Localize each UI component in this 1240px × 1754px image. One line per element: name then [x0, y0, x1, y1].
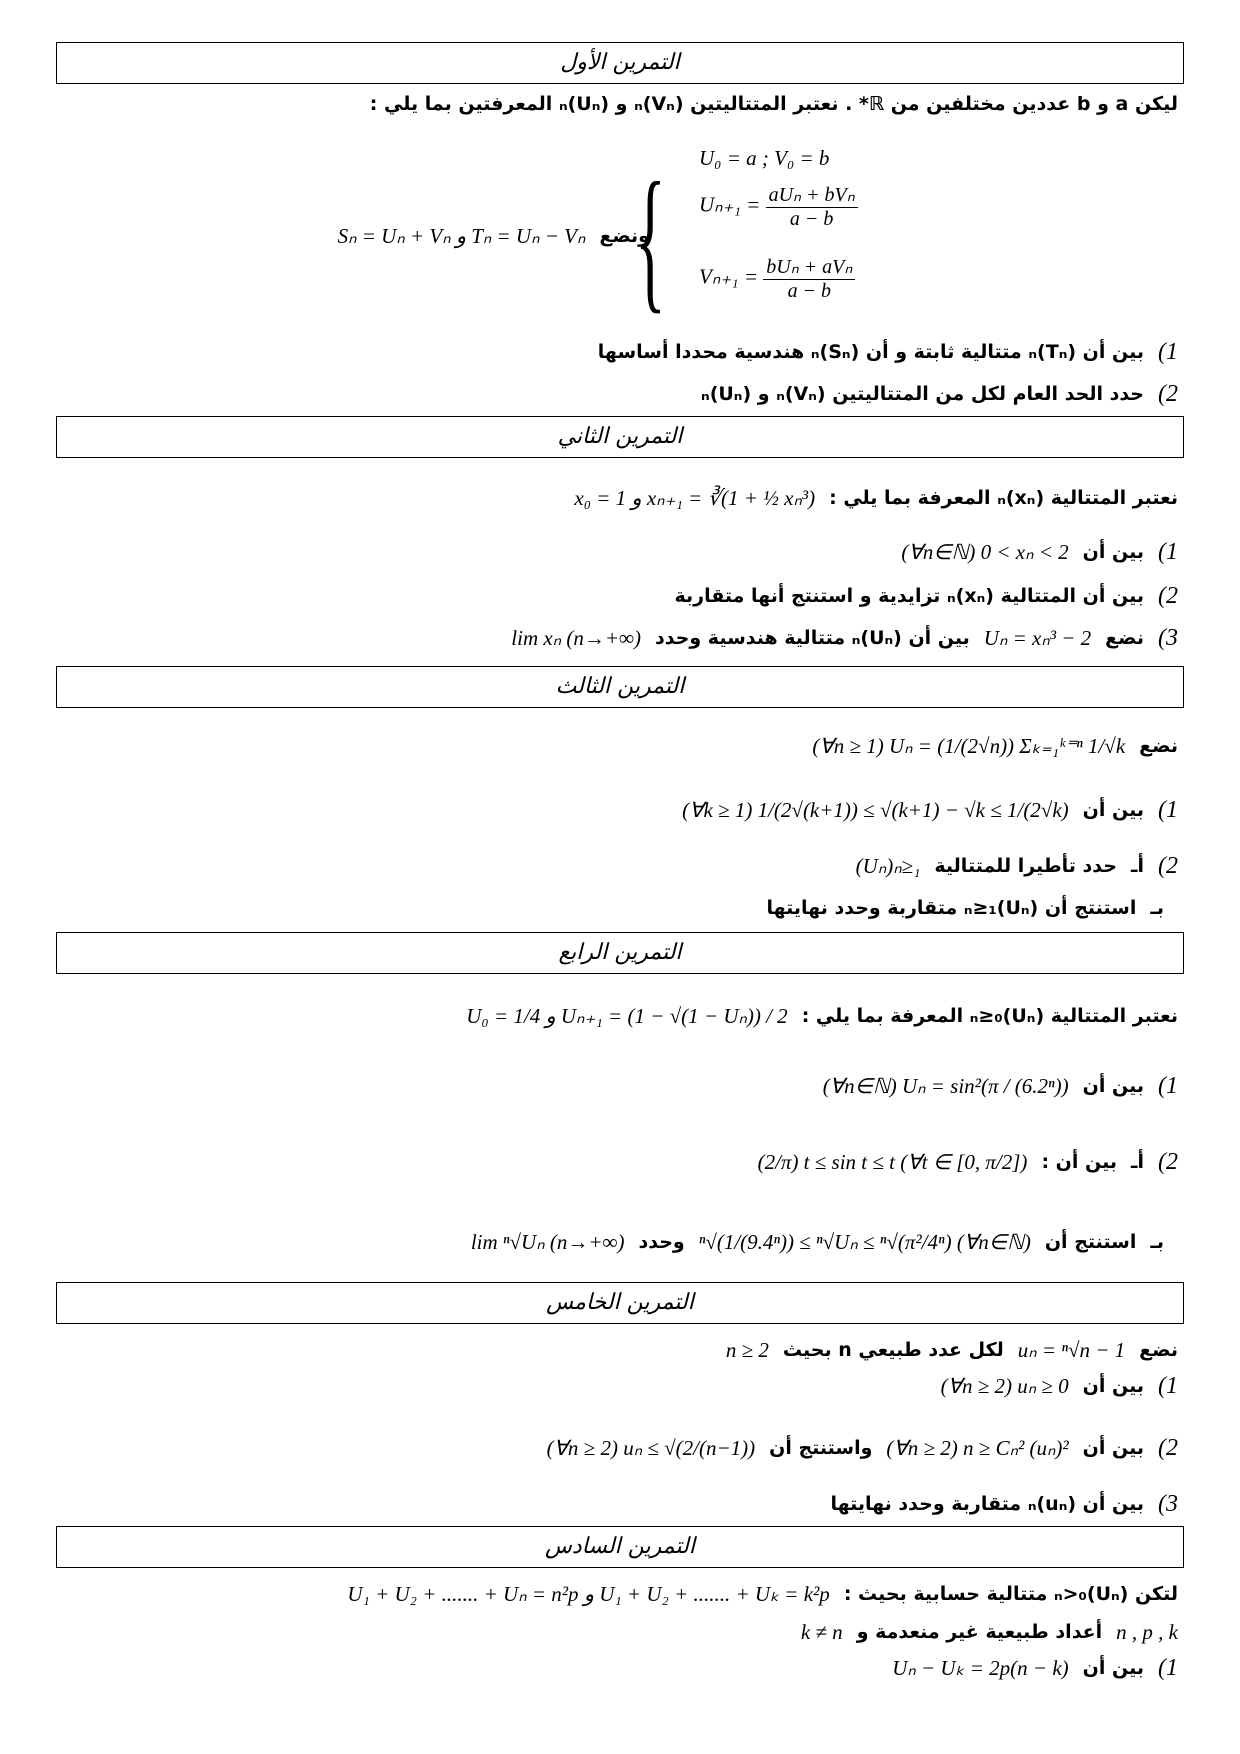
ex6-q1-math: Uₙ − Uₖ = 2p(n − k) — [892, 1655, 1069, 1680]
ex6-cond-text: أعداد طبيعية غير منعدمة و — [856, 1621, 1103, 1643]
ex3-q1-text: بين أن — [1082, 799, 1144, 821]
ex4-q2b-label: بـ — [1150, 1231, 1164, 1253]
ex4-q2-num: 2) — [1158, 1148, 1178, 1175]
ex1-q2-text: حدد الحد العام لكل من المتتاليتين (Vₙ)ₙ و (Uₙ)ₙ — [701, 383, 1144, 405]
ex2-q1-math: (∀n∈ℕ) 0 < xₙ < 2 — [901, 539, 1069, 564]
ex1-q2-num: 2) — [1158, 380, 1178, 407]
ex6-cond — [56, 1612, 1178, 1652]
ex4-q1-num: 1) — [1158, 1072, 1178, 1099]
ex5-q2-text: بين أن — [1082, 1437, 1144, 1459]
ex1-sys-line3-den: a − b — [787, 280, 832, 302]
ex2-q3-text: نضع — [1105, 627, 1144, 649]
ex2-intro-text: نعتبر المتتالية (xₙ)ₙ المعرفة بما يلي : — [829, 487, 1178, 509]
ex1-sys-line3 — [699, 254, 855, 303]
ex5-q1-text: بين أن — [1082, 1375, 1144, 1397]
ex1-sys-line3-num: bUₙ + aVₙ — [763, 254, 855, 280]
ex4-q1-math: (∀n∈ℕ) Uₙ = sin²(π / (6.2ⁿ)) — [822, 1073, 1069, 1098]
ex1-q2 — [56, 374, 1178, 414]
ex4-q1-text: بين أن — [1082, 1075, 1144, 1097]
ex1-sys-line3-lhs: Vₙ₊₁ = — [699, 264, 759, 289]
ex5-def-math: uₙ = ⁿ√n − 1 — [1017, 1337, 1126, 1362]
ex3-def — [56, 726, 1178, 766]
ex1-define-math: Sₙ = Uₙ + Vₙ و Tₙ = Uₙ − Vₙ — [337, 223, 586, 248]
ex5-q2-num: 2) — [1158, 1434, 1178, 1461]
ex2-q3 — [56, 618, 1178, 658]
ex4-intro-math: U₀ = 1/4 و Uₙ₊₁ = (1 − √(1 − Uₙ)) / 2 — [466, 1003, 788, 1028]
ex3-def-text: نضع — [1139, 735, 1178, 757]
ex1-sys-line2-lhs: Uₙ₊₁ = — [699, 192, 761, 217]
ex5-def — [56, 1330, 1178, 1370]
ex1-sys-line1: U₀ = a ; V₀ = b — [699, 146, 830, 170]
ex2-q1 — [56, 532, 1178, 572]
ex1-sys-line3-frac — [763, 254, 855, 303]
ex1-title: التمرين الأول — [56, 42, 1184, 84]
ex4-intro — [56, 996, 1178, 1036]
ex1-q1-num: 1) — [1158, 338, 1178, 365]
ex3-q2b-label: بـ — [1150, 897, 1164, 919]
ex4-title: التمرين الرابع — [56, 932, 1184, 974]
ex4-intro-text: نعتبر المتتالية (Uₙ)ₙ≥₀ المعرفة بما يلي : — [801, 1005, 1178, 1027]
ex5-def-math2: n ≥ 2 — [725, 1337, 769, 1362]
ex3-def-math: (∀n ≥ 1) Uₙ = (1/(2√n)) Σₖ₌₁ᵏ⁼ⁿ 1/√k — [812, 733, 1126, 758]
ex5-q2-text2: واستنتج أن — [769, 1437, 873, 1459]
ex2-title: التمرين الثاني — [56, 416, 1184, 458]
ex5-q3-text: بين أن (uₙ)ₙ متقاربة وحدد نهايتها — [830, 1493, 1144, 1515]
ex3-q2b-text: استنتج أن (Uₙ)ₙ≥₁ متقاربة وحدد نهايتها — [766, 897, 1137, 919]
ex6-intro-math: U₁ + U₂ + ....... + Uₙ = n²p و U₁ + U₂ + ....... + Uₖ = k²p — [347, 1581, 830, 1606]
ex3-q2a — [56, 846, 1178, 886]
ex2-q1-num: 1) — [1158, 538, 1178, 565]
ex6-title: التمرين السادس — [56, 1526, 1184, 1568]
ex3-q2b — [56, 888, 1164, 928]
ex6-intro — [56, 1574, 1178, 1614]
ex5-title: التمرين الخامس — [56, 1282, 1184, 1324]
ex3-q1-num: 1) — [1158, 796, 1178, 823]
ex2-intro-math: x₀ = 1 و xₙ₊₁ = ∛(1 + ½ xₙ³) — [574, 485, 816, 510]
ex1-q1-text: بين أن (Tₙ)ₙ متتالية ثابتة و أن (Sₙ)ₙ هندسية محددا أساسها — [597, 341, 1144, 363]
ex4-q1 — [56, 1066, 1178, 1106]
ex5-q1-num: 1) — [1158, 1372, 1178, 1399]
ex3-q2a-math: (Uₙ)ₙ≥₁ — [855, 853, 921, 878]
ex1-sys-line2-den: a − b — [789, 208, 834, 230]
ex3-q1-math: (∀k ≥ 1) 1/(2√(k+1)) ≤ √(k+1) − √k ≤ 1/(2√k) — [682, 797, 1069, 822]
ex1-system — [635, 138, 955, 338]
ex6-q1-text: بين أن — [1082, 1657, 1144, 1679]
ex1-sys-line2-num: aUₙ + bVₙ — [766, 182, 858, 208]
ex4-q2b-text2: وحدد — [638, 1231, 685, 1253]
ex4-q2b — [56, 1222, 1164, 1262]
ex3-q1 — [56, 790, 1178, 830]
ex5-q3 — [56, 1484, 1178, 1524]
ex2-q3-text2: بين أن (Uₙ)ₙ متتالية هندسية وحدد — [654, 627, 970, 649]
ex2-q2-num: 2) — [1158, 582, 1178, 609]
ex6-cond-math: n , p , k — [1116, 1619, 1178, 1644]
ex4-q2b-math2: lim ⁿ√Uₙ (n→+∞) — [470, 1229, 625, 1254]
ex6-q1-num: 1) — [1158, 1654, 1178, 1681]
ex2-q1-text: بين أن — [1082, 541, 1144, 563]
ex5-q2 — [56, 1428, 1178, 1468]
ex4-q2a — [56, 1142, 1178, 1182]
ex2-q2-text: بين أن المتتالية (xₙ)ₙ تزايدية و استنتج أنها متقاربة — [674, 585, 1144, 607]
ex4-q2a-text: بين أن : — [1041, 1151, 1117, 1173]
ex4-q2b-text: استنتج أن — [1044, 1231, 1137, 1253]
ex3-q2a-text: حدد تأطيرا للمتتالية — [934, 855, 1117, 877]
ex2-q2 — [56, 576, 1178, 616]
ex6-cond-math2: k ≠ n — [800, 1619, 843, 1644]
ex5-q2-math2: (∀n ≥ 2) uₙ ≤ √(2/(n−1)) — [546, 1435, 756, 1460]
ex6-intro-text: لتكن (Uₙ)ₙ>₀ متتالية حسابية بحيث : — [843, 1583, 1178, 1605]
ex5-q3-num: 3) — [1158, 1490, 1178, 1517]
ex3-title: التمرين الثالث — [56, 666, 1184, 708]
ex3-q2-num: 2) — [1158, 852, 1178, 879]
ex5-q2-math: (∀n ≥ 2) n ≥ Cₙ² (uₙ)² — [886, 1435, 1069, 1460]
ex4-q2a-math: (2/π) t ≤ sin t ≤ t (∀t ∈ [0, π/2]) — [757, 1149, 1028, 1174]
ex2-intro — [56, 478, 1178, 518]
ex1-sys-line2-frac — [766, 182, 858, 231]
ex2-q3-num: 3) — [1158, 624, 1178, 651]
ex2-q3-math: Uₙ = xₙ³ − 2 — [983, 625, 1092, 650]
ex1-define — [56, 216, 650, 256]
ex5-q1 — [56, 1366, 1178, 1406]
system-brace: { — [635, 149, 666, 327]
ex1-intro — [56, 84, 1178, 124]
ex1-sys-line2 — [699, 182, 858, 231]
ex1-q1 — [56, 332, 1178, 372]
ex4-q2b-math: ⁿ√(1/(9.4ⁿ)) ≤ ⁿ√Uₙ ≤ ⁿ√(π²/4ⁿ) (∀n∈ℕ) — [698, 1229, 1031, 1254]
ex5-q1-math: (∀n ≥ 2) uₙ ≥ 0 — [940, 1373, 1069, 1398]
ex6-q1 — [56, 1648, 1178, 1688]
ex2-q3-math2: lim xₙ (n→+∞) — [511, 625, 641, 650]
ex1-intro-text: ليكن a و b عددين مختلفين من ℝ* . نعتبر المتتاليتين (Vₙ)ₙ و (Uₙ)ₙ المعرفتين بما يلي : — [369, 93, 1178, 115]
ex5-def-text: نضع — [1139, 1339, 1178, 1361]
ex4-q2a-label: أـ — [1130, 1151, 1144, 1173]
ex5-def-text2: لكل عدد طبيعي n بحيث — [782, 1339, 1004, 1361]
ex3-q2a-label: أـ — [1130, 855, 1144, 877]
ex1-define-text: ونضع — [599, 225, 650, 247]
